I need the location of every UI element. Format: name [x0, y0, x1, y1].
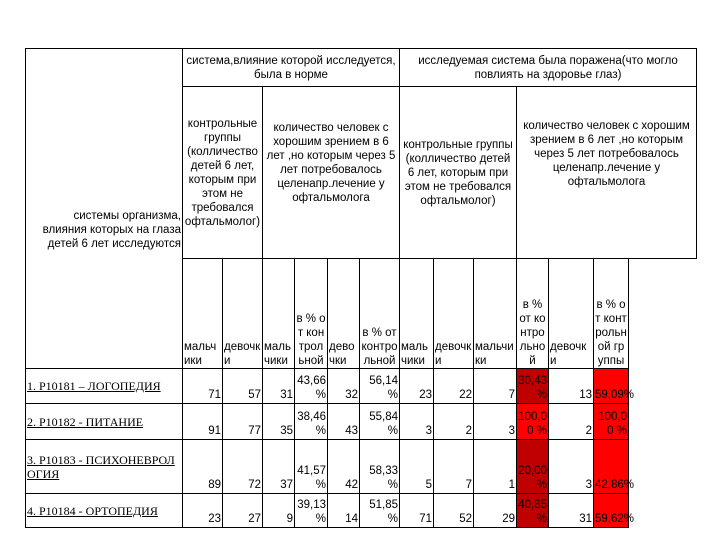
cell-boys-4: 3	[474, 404, 517, 440]
row-label: 4. Р10184 - ОРТОПЕДИЯ	[26, 494, 183, 528]
cell-boys-4: 7	[474, 369, 517, 404]
table-row	[26, 494, 697, 528]
cell-pct-4: 59,62%	[594, 494, 629, 528]
cell-boys-2: 31	[263, 369, 295, 404]
cell-boys-3: 5	[400, 440, 434, 494]
row-label: 1. Р10181 – ЛОГОПЕДИЯ	[26, 369, 183, 404]
col-pct-3: в % от контрольной	[517, 259, 549, 369]
cell-girls-4: 3	[549, 440, 594, 494]
cell-pct-1: 38,46 %	[295, 404, 328, 440]
col-boys-3: мальчики	[400, 259, 434, 369]
cell-pct-2: 55,84 %	[360, 404, 400, 440]
table-row	[26, 404, 697, 440]
cell-boys-4: 29	[474, 494, 517, 528]
col-girls-2: девочки	[328, 259, 360, 369]
people-count-2: количество человек с хорошим зрением в 6 лет ,но которым через 5 лет потребовалось целенапр.лечение у офтальмолога	[517, 87, 697, 259]
cell-boys-2: 35	[263, 404, 295, 440]
cell-pct-1: 39,13 %	[295, 494, 328, 528]
col-boys-4: мальчики	[474, 259, 517, 369]
cell-pct-2: 51,85 %	[360, 494, 400, 528]
cell-girls-1: 77	[223, 404, 263, 440]
col-girls-1: девочки	[223, 259, 263, 369]
cell-girls-3: 7	[434, 440, 474, 494]
cell-girls-4: 31	[549, 494, 594, 528]
cell-boys-1: 89	[183, 440, 223, 494]
cell-boys-1: 23	[183, 494, 223, 528]
cell-pct-4: 100,00 %	[594, 404, 629, 440]
cell-pct-3: 100,00 %	[517, 404, 549, 440]
col-pct-1: в % от контрольной	[295, 259, 328, 369]
row-header: системы организма, влияния которых на глаза детей 6 лет исследуются	[26, 87, 183, 259]
cell-pct-1: 41,57 %	[295, 440, 328, 494]
cell-boys-1: 91	[183, 404, 223, 440]
header-norm: система,влияние которой исследуется, была в норме	[183, 49, 400, 87]
cell-girls-2: 43	[328, 404, 360, 440]
control-group-1: контрольные группы (колличество детей 6 лет, которым при этом не требовался офтальмолог)	[183, 87, 263, 259]
col-girls-3: девочки	[434, 259, 474, 369]
col-boys-1: мальчики	[183, 259, 223, 369]
cell-girls-1: 72	[223, 440, 263, 494]
cell-girls-3: 22	[434, 369, 474, 404]
cell-boys-3: 23	[400, 369, 434, 404]
cell-pct-4: 42,86%	[594, 440, 629, 494]
cell-girls-3: 2	[434, 404, 474, 440]
cell-boys-3: 3	[400, 404, 434, 440]
cell-pct-2: 56,14 %	[360, 369, 400, 404]
people-count-1: количество человек с хорошим зрением в 6 лет ,но которым через 5 лет потребовалось целенапр.лечение у офтальмолога	[263, 87, 400, 259]
cell-girls-3: 52	[434, 494, 474, 528]
cell-pct-3: 40,85 %	[517, 494, 549, 528]
data-table	[25, 48, 697, 528]
cell-girls-2: 42	[328, 440, 360, 494]
cell-boys-1: 71	[183, 369, 223, 404]
cell-girls-2: 14	[328, 494, 360, 528]
col-boys-2: мальчики	[263, 259, 295, 369]
table-row	[26, 440, 697, 494]
cell-girls-1: 27	[223, 494, 263, 528]
cell-boys-4: 1	[474, 440, 517, 494]
corner-cell	[26, 49, 183, 87]
cell-pct-3: 20,00 %	[517, 440, 549, 494]
cell-girls-2: 32	[328, 369, 360, 404]
cell-boys-3: 71	[400, 494, 434, 528]
table-row	[26, 369, 697, 404]
cell-boys-2: 9	[263, 494, 295, 528]
cell-girls-4: 13	[549, 369, 594, 404]
row-label: 3. Р10183 - ПСИХОНЕВРОЛОГИЯ	[26, 440, 183, 494]
cell-boys-2: 37	[263, 440, 295, 494]
row-header-blank	[26, 259, 183, 369]
cell-girls-4: 2	[549, 404, 594, 440]
cell-girls-1: 57	[223, 369, 263, 404]
col-pct-4: в % от контрольной группы	[594, 259, 629, 369]
cell-pct-1: 43,66 %	[295, 369, 328, 404]
cell-pct-3: 30,43 %	[517, 369, 549, 404]
row-label: 2. Р10182 - ПИТАНИЕ	[26, 404, 183, 440]
control-group-2: контрольные группы (колличество детей 6 лет, которым при этом не требовался офтальмолог)	[400, 87, 517, 259]
cell-pct-4: 59,09%	[594, 369, 629, 404]
header-affected: исследуемая система была поражена(что могло повлиять на здоровье глаз)	[400, 49, 697, 87]
col-pct-2: в % от контрольной	[360, 259, 400, 369]
col-girls-4: девочки	[549, 259, 594, 369]
cell-pct-2: 58,33 %	[360, 440, 400, 494]
